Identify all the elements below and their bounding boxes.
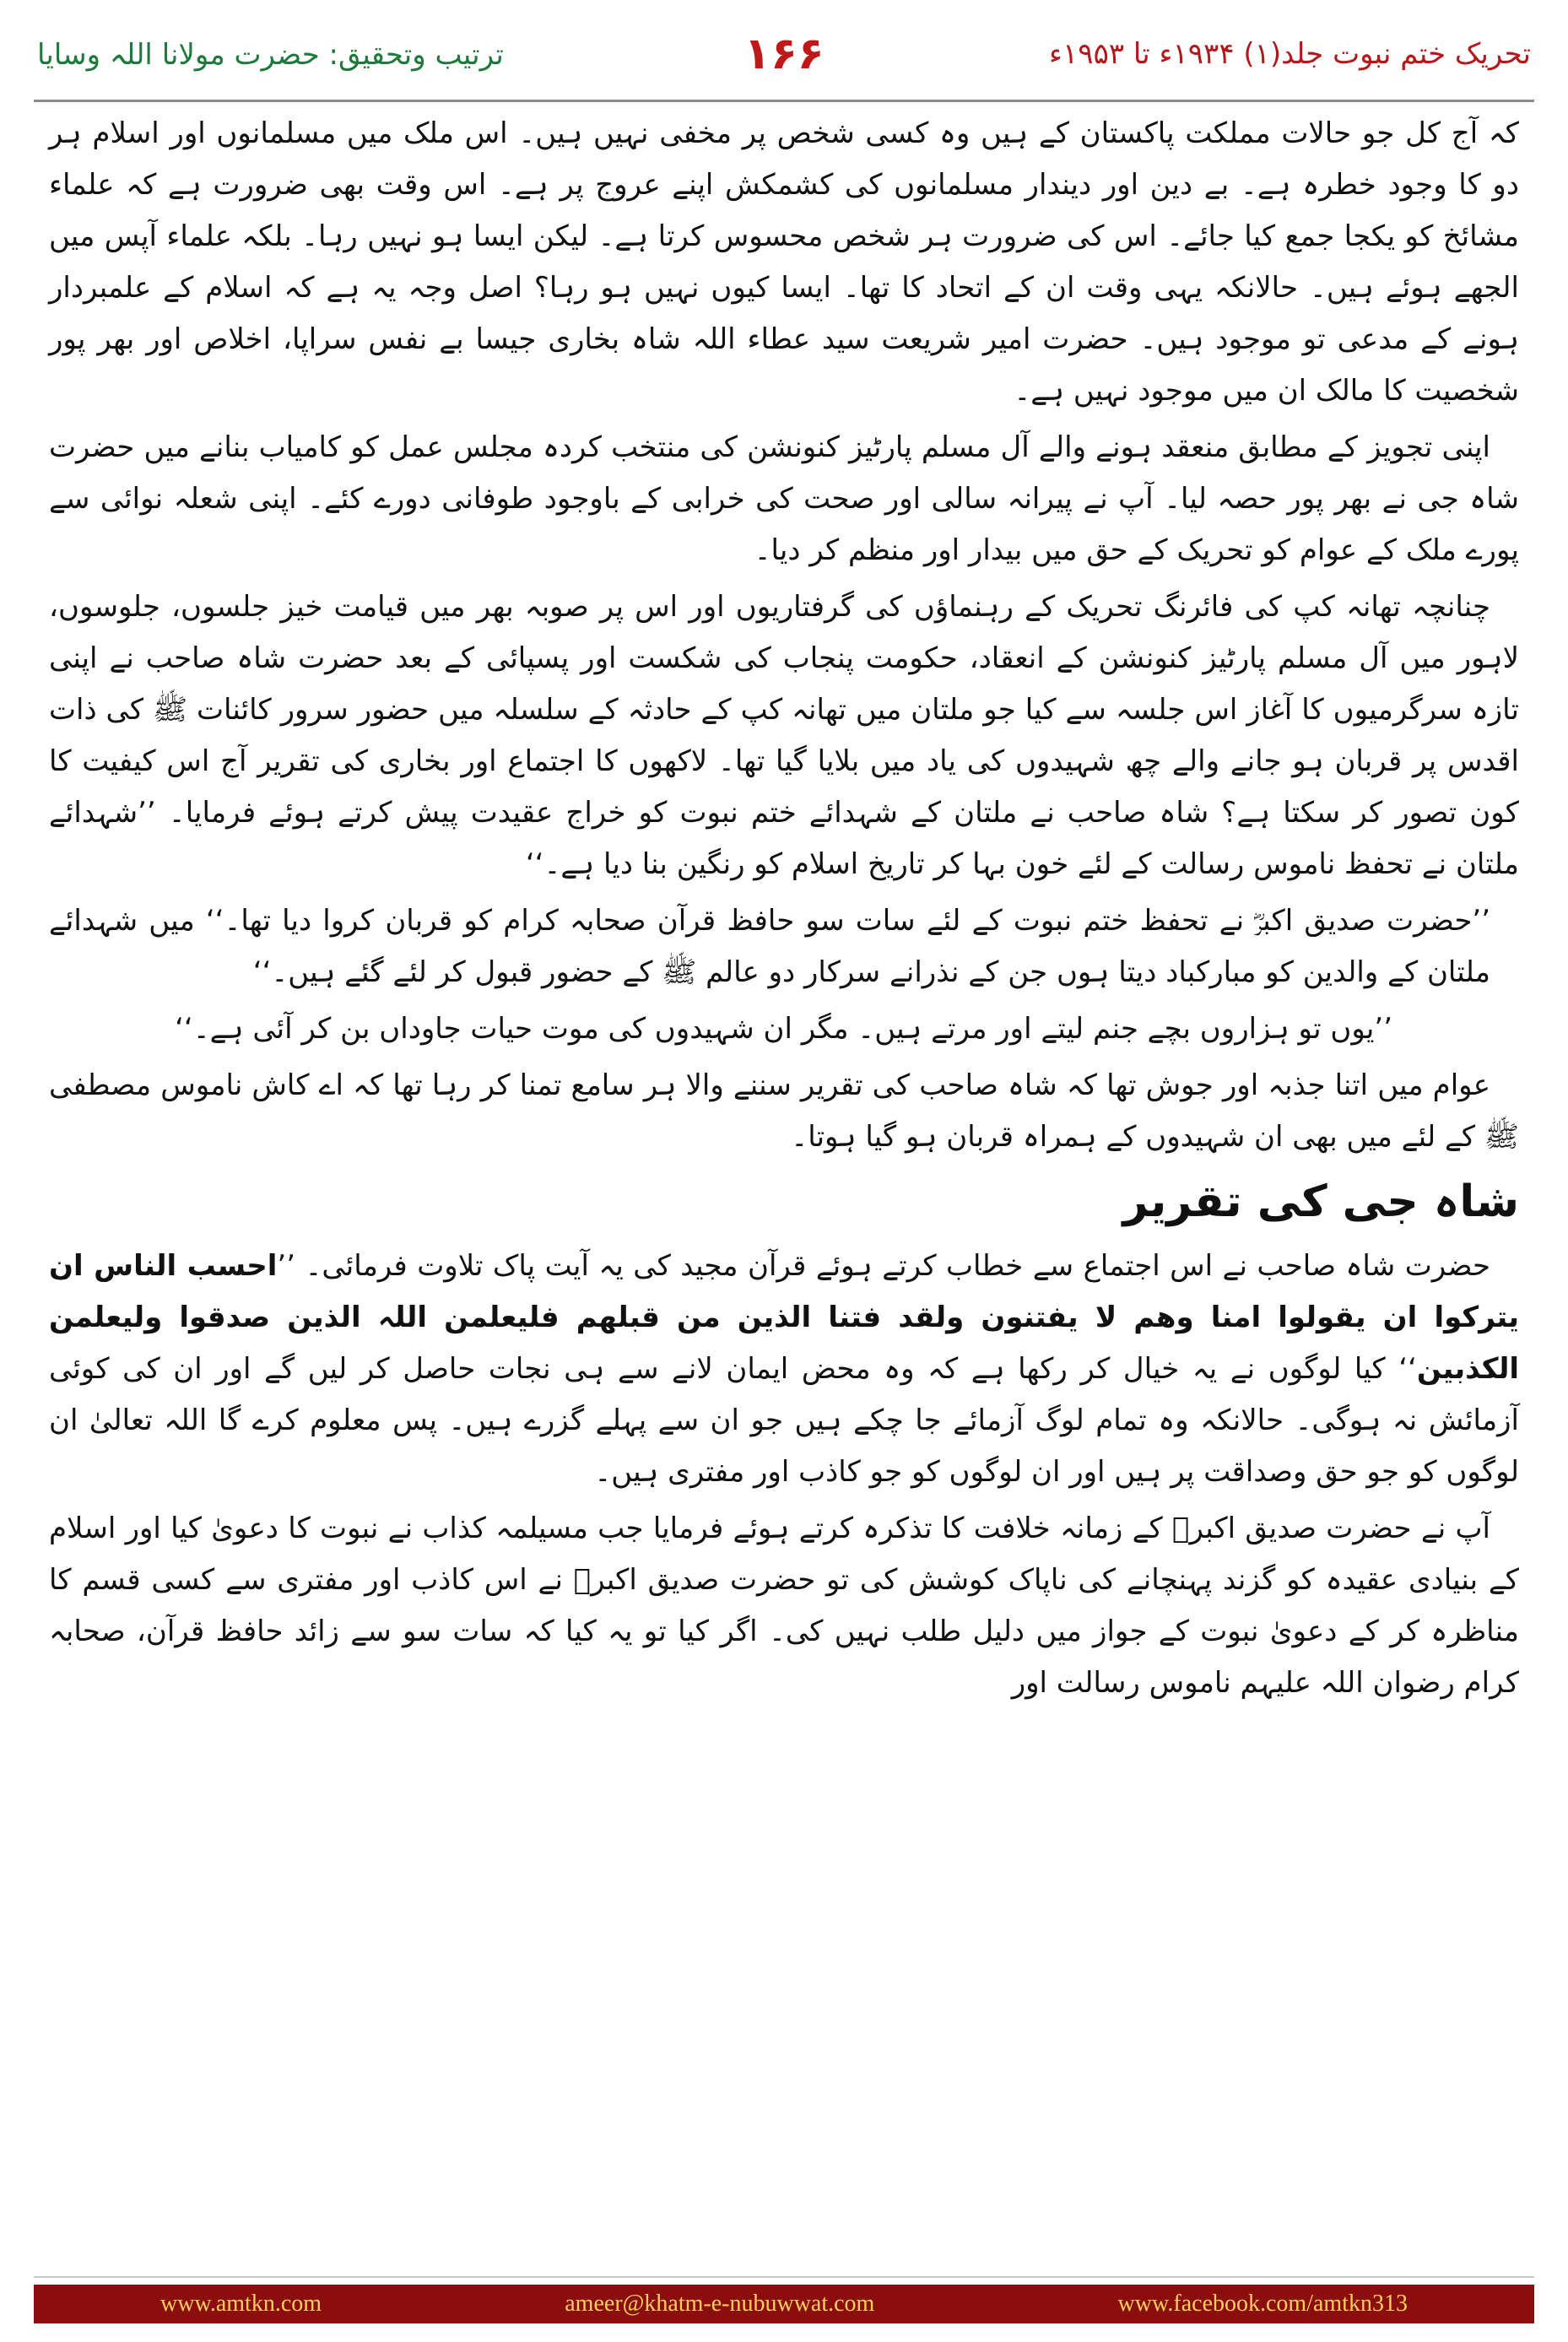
paragraph-8: آپ نے حضرت صدیق اکبرؓ کے زمانہ خلافت کا تذکرہ کرتے ہوئے فرمایا جب مسیلمہ کذاب نے نبوت کا دعویٰ کیا اور اسلام کے بنیادی عقیدہ کو گزند پہنچانے کی ناپاک کوشش کی تو حضرت صدیق اکبرؓ نے اس کاذب اور مفتری سے کسی قسم کا مناظرہ کر کے دعویٰ نبوت کے جواز میں دلیل طلب نہیں کی۔ اگر کیا تو یہ کیا کہ سات سو سے زائد حافظ قرآن، صحابہ کرام رضوان اللہ علیہم ناموس رسالت اور (49, 1512, 1519, 1700)
paragraph-7 (49, 1241, 1519, 1498)
paragraph-6: عوام میں اتنا جذبہ اور جوش تھا کہ شاہ صاحب کی تقریر سننے والا ہر سامع تمنا کر رہا تھا کہ اے کاش ناموس مصطفی ﷺ کے لئے میں بھی ان شہیدوں کے ہمراہ قربان ہو گیا ہوتا۔ (49, 1068, 1519, 1154)
footer-website-link[interactable]: www.amtkn.com (160, 2291, 322, 2317)
paragraph-2: اپنی تجویز کے مطابق منعقد ہونے والے آل مسلم پارٹیز کنونشن کی منتخب کردہ مجلس عمل کو کامیاب بنانے میں حضرت شاہ جی نے بھر پور حصہ لیا۔ آپ نے پیرانہ سالی اور صحت کی خرابی کے باوجود طوفانی دورے کئے۔ اپنی شعلہ نوائی سے پورے ملک کے عوام کو تحریک کے حق میں بیدار اور منظم کر دیا۔ (49, 430, 1519, 567)
footer-divider (34, 2276, 1534, 2278)
page-number: ۱۶۶ (743, 29, 825, 79)
paragraph-1: کہ آج کل جو حالات مملکت پاکستان کے ہیں وہ کسی شخص پر مخفی نہیں ہیں۔ اس ملک میں مسلمانوں اور اسلام ہر دو کا وجود خطرہ ہے۔ بے دین اور دیندار مسلمانوں کی کشمکش اپنے عروج پر ہے۔ اس وقت بھی ضرورت ہے کہ علماء مشائخ کو یکجا جمع کیا جائے۔ اس کی ضرورت ہر شخص محسوس کرتا ہے۔ لیکن ایسا ہو نہیں رہا۔ بلکہ علماء آپس میں الجھے ہوئے ہیں۔ حالانکہ یہی وقت ان کے اتحاد کا تھا۔ ایسا کیوں نہیں ہو رہا؟ اصل وجہ یہ ہے کہ اسلام کے علمبردار ہونے کے مدعی تو موجود ہیں۔ حضرت امیر شریعت سید عطاء اللہ شاہ بخاری جیسا بے نفس سراپا، اخلاص اور بھر پور شخصیت کا مالک ان میں موجود نہیں ہے۔ (49, 116, 1519, 408)
footer-bar (34, 2285, 1534, 2323)
paragraph-3: چنانچہ تھانہ کپ کی فائرنگ تحریک کے رہنماؤں کی گرفتاریوں اور اس پر صوبہ بھر میں قیامت خیز جلسوں، جلوسوں، لاہور میں آل مسلم پارٹیز کنونشن کے انعقاد، حکومت پنجاب کی شکست اور پسپائی کے بعد حضرت شاہ صاحب نے اپنی تازہ سرگرمیوں کا آغاز اس جلسہ سے کیا جو ملتان میں تھانہ کپ کے حادثہ کے سلسلہ میں حضور سرور کائنات ﷺ کی ذات اقدس پر قربان ہو جانے والے چھ شہیدوں کی یاد میں بلایا گیا تھا۔ لاکھوں کا اجتماع اور بخاری کی تقریر آج اس کیفیت کا کون تصور کر سکتا ہے؟ شاہ صاحب نے ملتان کے شہدائے ختم نبوت کو خراج عقیدت پیش کرتے ہوئے فرمایا۔ ’’شہدائے ملتان نے تحفظ ناموس رسالت کے لئے خون بہا کر تاریخ اسلام کو رنگین بنا دیا ہے۔‘‘ (49, 590, 1519, 881)
page-body (49, 108, 1519, 1714)
compiler-credit: ترتیب وتحقیق: حضرت مولانا اللہ وسایا (37, 38, 504, 72)
paragraph-4-quote: ’’حضرت صدیق اکبرؓ نے تحفظ ختم نبوت کے لئے سات سو حافظ قرآن صحابہ کرام کو قربان کروا دیا تھا۔‘‘ میں شہدائے ملتان کے والدین کو مبارکباد دیتا ہوں جن کے نذرانے سرکار دو عالم ﷺ کے حضور قبول کر لئے گئے ہیں۔‘‘ (49, 904, 1490, 989)
paragraph-7-tail: ‘‘ کیا لوگوں نے یہ خیال کر رکھا ہے کہ وہ محض ایمان لانے سے ہی نجات حاصل کر لیں گے اور ان کی کوئی آزمائش نہ ہوگی۔ حالانکہ وہ تمام لوگ آزمائے جا چکے ہیں جو ان سے پہلے گزرے ہیں۔ پس معلوم کرے گا اللہ تعالیٰ ان لوگوں کو جو حق وصداقت پر ہیں اور ان لوگوں کو جو کاذب اور مفتری ہیں۔ (49, 1352, 1519, 1489)
paragraph-7-lead: حضرت شاہ صاحب نے اس اجتماع سے خطاب کرتے ہوئے قرآن مجید کی یہ آیت پاک تلاوت فرمائی۔ ’’ (277, 1249, 1490, 1283)
book-title: تحریک ختم نبوت جلد(۱) ۱۹۳۴ء تا ۱۹۵۳ء (1049, 37, 1531, 71)
page-header (37, 29, 1531, 88)
footer-facebook-link[interactable]: www.facebook.com/amtkn313 (1117, 2291, 1408, 2317)
quran-verse: احسب الناس ان یترکوا ان یقولوا امنا وھم لا یفتنون ولقد فتنا الذین من قبلھم فلیعلمن اللہ الذین صدقوا ولیعلمن الکذبین (49, 1249, 1519, 1386)
footer-email-link[interactable]: ameer@khatm-e-nubuwwat.com (565, 2291, 875, 2317)
section-heading: شاہ جی کی تقریر (1122, 1176, 1519, 1227)
header-divider (34, 100, 1534, 102)
paragraph-5-quote: ’’یوں تو ہزاروں بچے جنم لیتے اور مرتے ہیں۔ مگر ان شہیدوں کی موت حیات جاوداں بن کر آئی ہے۔‘‘ (175, 1012, 1392, 1046)
